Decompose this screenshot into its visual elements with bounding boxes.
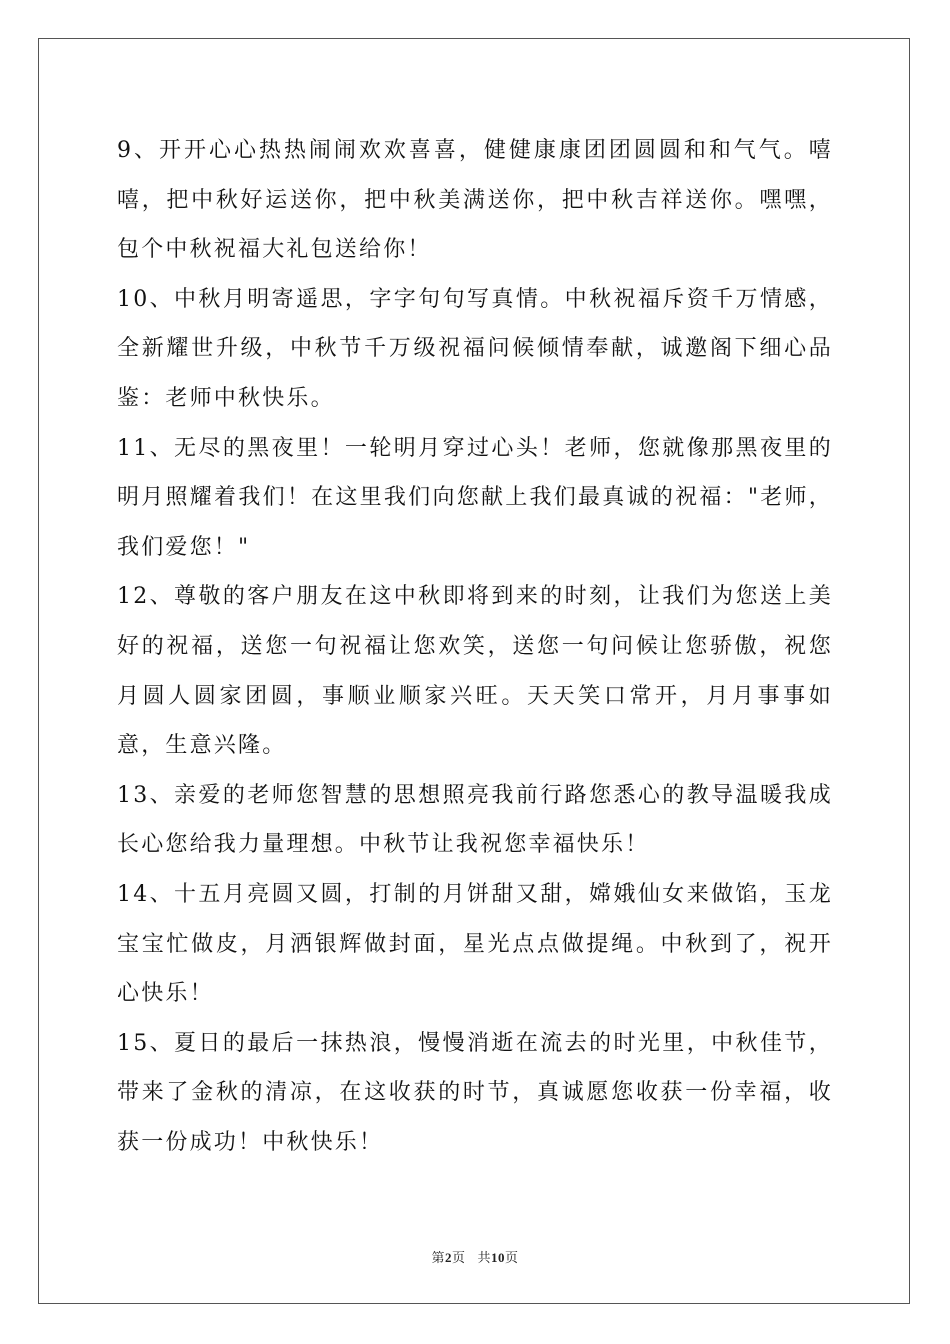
current-page-number: 2 — [444, 1250, 452, 1265]
paragraph-15: 15、夏日的最后一抹热浪，慢慢消逝在流去的时光里，中秋佳节，带来了金秋的清凉，在这收获的时节，真诚愿您收获一份幸福，收获一份成功！中秋快乐！ — [117, 1030, 833, 1155]
paragraph-14: 14、十五月亮圆又圆，打制的月饼甜又甜，嫦娥仙女来做馅，玉龙宝宝忙做皮，月洒银辉做封面，星光点点做提绳。中秋到了，祝开心快乐！ — [117, 881, 833, 1007]
paragraph-12: 12、尊敬的客户朋友在这中秋即将到来的时刻，让我们为您送上美好的祝福，送您一句祝福让您欢笑，送您一句问候让您骄傲，祝您月圆人圆家团圆，事顺业顺家兴旺。天天笑口常开，月月事事如意，生意兴隆。 — [117, 584, 833, 759]
paragraph-10: 10、中秋月明寄遥思，字字句句写真情。中秋祝福斥资千万情感，全新耀世升级，中秋节千万级祝福问候倾情奉献，诚邀阁下细心品鉴：老师中秋快乐。 — [117, 286, 833, 411]
paragraph-9: 9、开开心心热热闹闹欢欢喜喜，健健康康团团圆圆和和气气。嘻嘻，把中秋好运送你，把中秋美满送你，把中秋吉祥送你。嘿嘿，包个中秋祝福大礼包送给你！ — [117, 138, 833, 263]
paragraph-11: 11、无尽的黑夜里！一轮明月穿过心头！老师，您就像那黑夜里的明月照耀着我们！在这里我们向您献上我们最真诚的祝福："老师，我们爱您！" — [117, 435, 833, 560]
page-label: 第2页 — [431, 1250, 466, 1266]
page-footer — [0, 1247, 950, 1266]
total-pages-label: 共10页 — [477, 1250, 519, 1266]
paragraph-13: 13、亲爱的老师您智慧的思想照亮我前行路您悉心的教导温暖我成长心您给我力量理想。中秋节让我祝您幸福快乐！ — [117, 782, 833, 858]
document-body — [117, 126, 833, 1167]
total-page-number: 10 — [491, 1250, 506, 1265]
